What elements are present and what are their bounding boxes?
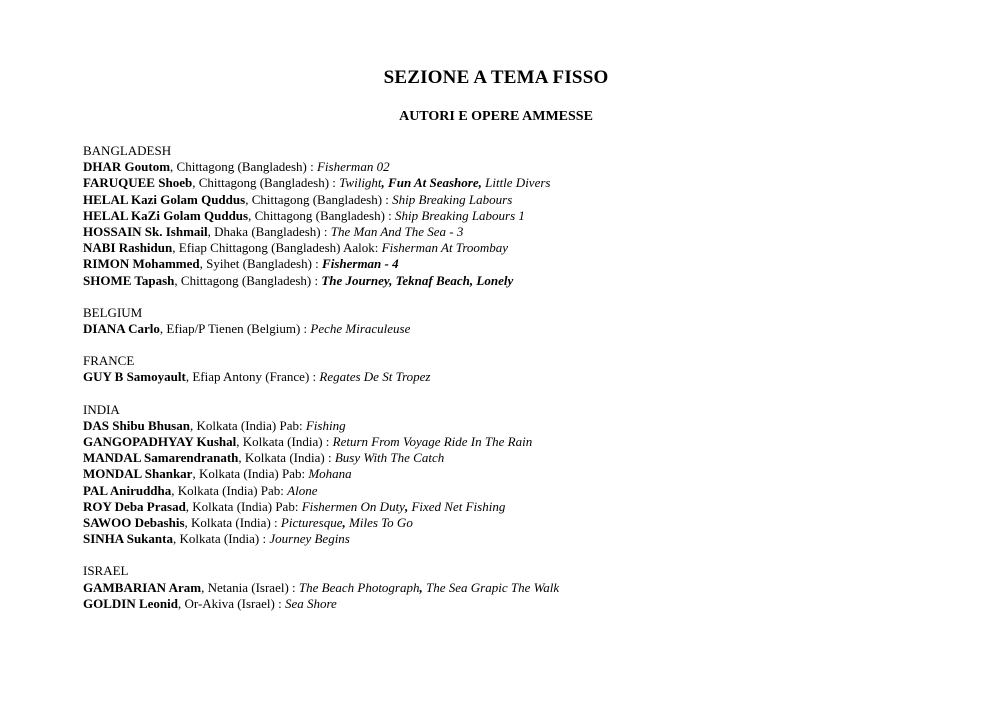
- author-affiliation: , Kolkata (India) :: [236, 434, 333, 450]
- work-title: The Sea Grapic The Walk: [422, 579, 560, 595]
- country-heading: FRANCE: [83, 353, 135, 369]
- author-affiliation: , Dhaka (Bangladesh) :: [207, 224, 331, 240]
- work-title: ,: [342, 515, 346, 531]
- work-title: Fisherman At Troombay: [381, 240, 509, 256]
- author-entry: [83, 499, 963, 515]
- author-affiliation: , Kolkata (India) Pab:: [171, 482, 288, 498]
- country-heading: BELGIUM: [83, 304, 143, 320]
- author-entry: [83, 466, 963, 482]
- author-entry: [83, 531, 963, 547]
- author-affiliation: , Chittagong (Bangladesh) :: [248, 207, 396, 223]
- author-entry: [83, 175, 963, 191]
- work-title: Fisherman - 4: [322, 256, 399, 272]
- work-title: ,: [404, 498, 409, 514]
- author-name: PAL Aniruddha: [83, 482, 172, 498]
- entries-list: [83, 143, 963, 628]
- author-name: MANDAL Samarendranath: [83, 450, 239, 466]
- author-affiliation: , Syihet (Bangladesh) :: [199, 256, 323, 272]
- author-affiliation: , Chittagong (Bangladesh) :: [170, 159, 317, 175]
- author-entry: [83, 256, 963, 272]
- author-affiliation: , Netania (Israel) :: [201, 579, 299, 595]
- work-title: Fixed Net Fishing: [408, 498, 506, 514]
- author-affiliation: , Kolkata (India) :: [184, 515, 281, 531]
- author-name: GOLDIN Leonid: [83, 595, 178, 611]
- author-entry: [83, 240, 963, 256]
- author-name: GANGOPADHYAY Kushal: [83, 434, 237, 450]
- author-affiliation: , Kolkata (India) :: [172, 531, 270, 547]
- work-title: The Beach Photograph: [298, 579, 420, 595]
- author-name: NABI Rashidun: [83, 240, 173, 256]
- author-affiliation: , Efiap Chittagong (Bangladesh) Aalok:: [172, 240, 382, 256]
- work-title: Mohana: [308, 466, 352, 482]
- country-section: [83, 353, 963, 385]
- author-name: DAS Shibu Bhusan: [83, 417, 190, 433]
- author-affiliation: , Chittagong (Bangladesh) :: [245, 191, 393, 207]
- work-title: Little Divers: [481, 175, 551, 191]
- author-affiliation: , Kolkata (India) Pab:: [192, 466, 309, 482]
- work-title: Twilight: [339, 175, 382, 191]
- work-title: Miles To Go: [345, 515, 413, 531]
- author-name: SAWOO Debashis: [83, 515, 185, 531]
- work-title: Return From Voyage Ride In The Rain: [332, 434, 533, 450]
- work-title: ,: [419, 579, 423, 595]
- author-affiliation: , Kolkata (India) Pab:: [189, 417, 306, 433]
- work-title: Fishermen On Duty: [301, 498, 405, 514]
- author-entry: [83, 273, 963, 289]
- author-affiliation: , Efiap/P Tienen (Belgium) :: [159, 321, 311, 337]
- work-title: The Journey, Teknaf Beach, Lonely: [321, 272, 514, 288]
- author-name: FARUQUEE Shoeb: [83, 175, 193, 191]
- author-name: HELAL Kazi Golam Quddus: [83, 191, 246, 207]
- work-title: Ship Breaking Labours: [392, 191, 513, 207]
- author-affiliation: , Kolkata (India) Pab:: [185, 498, 302, 514]
- work-title: Fishing: [305, 417, 346, 433]
- author-affiliation: , Kolkata (India) :: [238, 450, 335, 466]
- country-heading: BANGLADESH: [83, 143, 172, 158]
- work-title: The Man And The Sea - 3: [330, 224, 464, 240]
- author-affiliation: , Chittagong (Bangladesh) :: [174, 272, 322, 288]
- work-title: Peche Miraculeuse: [310, 321, 411, 337]
- author-name: DIANA Carlo: [83, 321, 160, 337]
- author-entry: [83, 418, 963, 434]
- country-heading: ISRAEL: [83, 563, 129, 579]
- author-name: MONDAL Shankar: [83, 466, 193, 482]
- author-name: RIMON Mohammed: [83, 256, 200, 272]
- country-section: [83, 143, 963, 289]
- author-entry: [83, 450, 963, 466]
- country-section: [83, 563, 963, 612]
- work-title: Busy With The Catch: [334, 450, 445, 466]
- author-entry: [83, 596, 963, 612]
- author-entry: [83, 483, 963, 499]
- author-affiliation: , Or-Akiva (Israel) :: [178, 595, 285, 611]
- page-title: SEZIONE A TEMA FISSO: [383, 67, 609, 88]
- author-name: SHOME Tapash: [83, 272, 175, 288]
- author-affiliation: , Efiap Antony (France) :: [185, 369, 320, 385]
- author-name: HELAL KaZi Golam Quddus: [83, 207, 249, 223]
- work-title: Journey Begins: [269, 531, 350, 547]
- author-entry: [83, 515, 963, 531]
- work-title: Sea Shore: [284, 595, 337, 611]
- author-name: DHAR Goutom: [83, 159, 171, 175]
- author-entry: [83, 434, 963, 450]
- author-entry: [83, 224, 963, 240]
- author-entry: [83, 369, 963, 385]
- author-name: ROY Deba Prasad: [83, 498, 186, 514]
- country-section: [83, 305, 963, 337]
- author-name: GAMBARIAN Aram: [83, 579, 202, 595]
- work-title: Fisherman 02: [316, 159, 390, 175]
- author-entry: [83, 159, 963, 175]
- author-name: GUY B Samoyault: [83, 369, 186, 385]
- author-entry: [83, 192, 963, 208]
- work-title: Ship Breaking Labours 1: [395, 207, 525, 223]
- work-title: Picturesque: [280, 515, 343, 531]
- author-entry: [83, 321, 963, 337]
- author-name: SINHA Sukanta: [83, 531, 173, 547]
- work-title: , Fun At Seashore,: [381, 175, 482, 191]
- page-subtitle: AUTORI E OPERE AMMESSE: [399, 109, 593, 124]
- author-name: HOSSAIN Sk. Ishmail: [83, 224, 208, 240]
- author-entry: [83, 208, 963, 224]
- country-section: [83, 402, 963, 548]
- country-heading: INDIA: [83, 401, 120, 417]
- work-title: Alone: [287, 482, 318, 498]
- work-title: Regates De St Tropez: [319, 369, 431, 385]
- author-affiliation: , Chittagong (Bangladesh) :: [192, 175, 340, 191]
- author-entry: [83, 580, 963, 596]
